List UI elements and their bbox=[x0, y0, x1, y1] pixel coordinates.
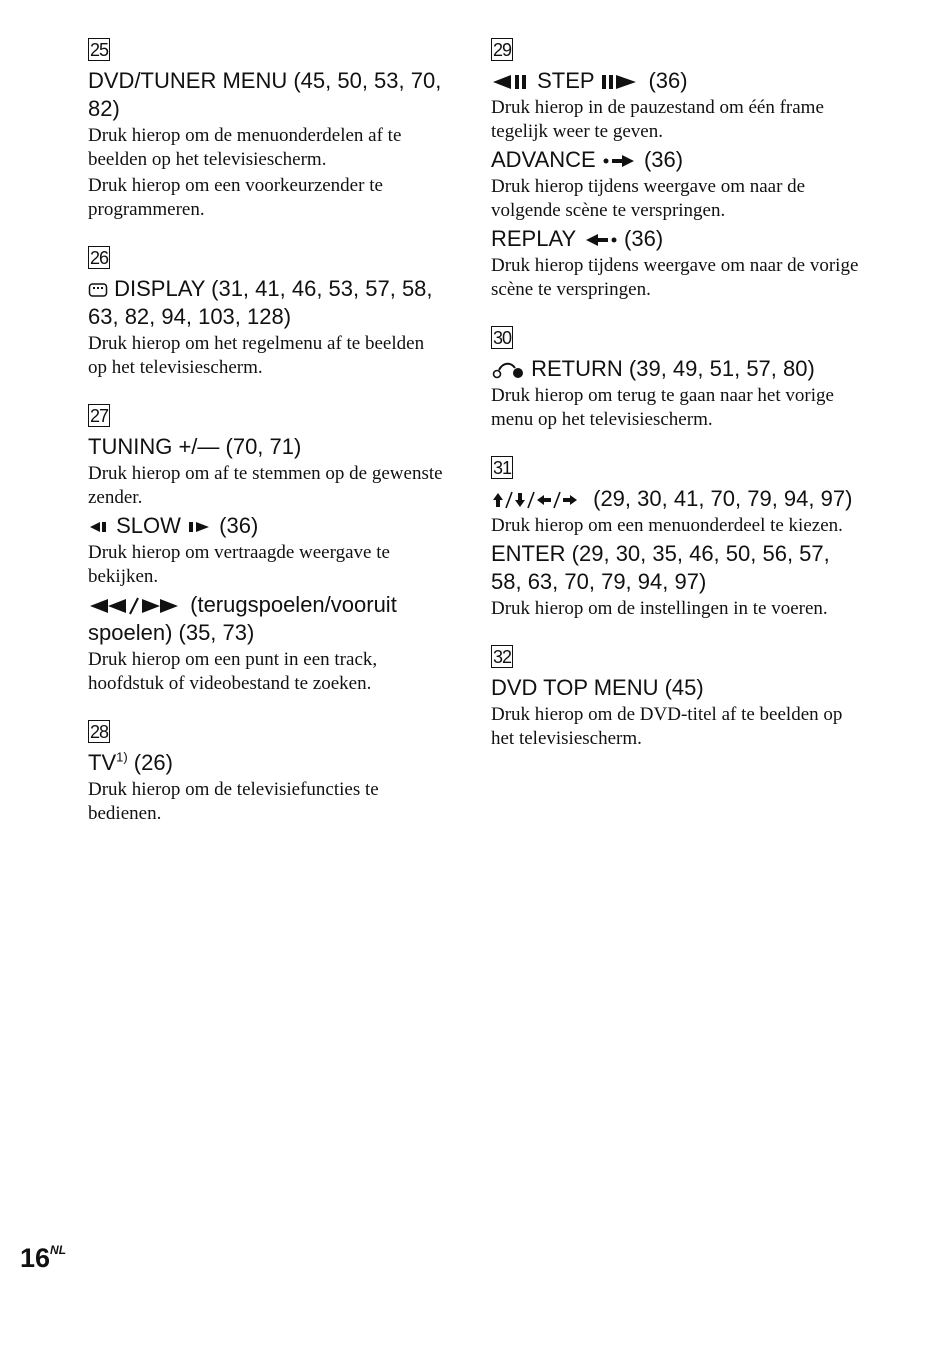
item-heading: ADVANCE bbox=[491, 147, 596, 172]
item-description: Druk hierop om de televisiefuncties te bedienen. bbox=[88, 779, 379, 824]
item-description: Druk hierop tijdens weergave om naar de vorige scène te verspringen. bbox=[491, 255, 859, 300]
item-number-badge: 26 bbox=[90, 248, 109, 268]
item-heading-row bbox=[88, 591, 443, 647]
item-heading: DISPLAY (31, 41, 46, 53, 57, 58, 63, 82, 94, 103, 128) bbox=[88, 276, 433, 329]
item-description: Druk hierop om een menuonderdeel te kiezen. bbox=[491, 515, 843, 536]
entry-29 bbox=[491, 38, 861, 302]
rewind-fast-forward-icon bbox=[88, 597, 184, 615]
step-forward-icon bbox=[600, 73, 642, 91]
advance-icon bbox=[602, 153, 638, 169]
item-heading-suffix: (36) bbox=[648, 68, 688, 93]
item-heading: ENTER (29, 30, 35, 46, 50, 56, 57, 58, 63, 70, 79, 94, 97) bbox=[491, 541, 830, 594]
item-heading-suffix: (36) bbox=[219, 513, 259, 538]
entry-31 bbox=[491, 456, 861, 621]
entry-25 bbox=[88, 38, 443, 222]
display-icon bbox=[88, 282, 108, 298]
item-description: Druk hierop om vertraagde weergave te bekijken. bbox=[88, 542, 390, 587]
replay-icon bbox=[582, 232, 618, 248]
slow-forward-icon bbox=[187, 520, 213, 534]
step-back-icon bbox=[491, 73, 531, 91]
item-heading-row bbox=[491, 225, 861, 253]
item-description: Druk hierop om de instellingen in te voeren. bbox=[491, 598, 828, 619]
item-heading-row bbox=[491, 485, 861, 513]
item-heading: STEP bbox=[537, 68, 595, 93]
item-heading-suffix: (26) bbox=[127, 750, 173, 775]
left-column bbox=[88, 38, 443, 850]
entry-27 bbox=[88, 404, 443, 696]
item-heading: DVD/TUNER MENU (45, 50, 53, 70, 82) bbox=[88, 68, 442, 121]
item-heading-suffix: (36) bbox=[624, 226, 664, 251]
item-heading-suffix: (36) bbox=[643, 147, 684, 172]
item-number-badge: 31 bbox=[493, 458, 512, 478]
page-language-suffix: NL bbox=[50, 1243, 67, 1257]
item-heading: SLOW bbox=[116, 513, 181, 538]
return-icon bbox=[491, 360, 525, 380]
item-heading-row bbox=[88, 275, 443, 331]
item-number-badge: 27 bbox=[90, 406, 109, 426]
item-number-badge: 25 bbox=[90, 40, 109, 60]
item-description: Druk hierop om af te stemmen op de gewenste zender. bbox=[88, 463, 443, 508]
arrow-keys-icon bbox=[491, 491, 587, 509]
item-description: Druk hierop om de menuonderdelen af te beelden op het televisiescherm. bbox=[88, 125, 402, 170]
entry-26 bbox=[88, 246, 443, 380]
item-heading-row bbox=[491, 67, 861, 95]
item-number-badge: 32 bbox=[493, 647, 512, 667]
footnote-marker: 1) bbox=[116, 749, 128, 765]
item-description: Druk hierop om een punt in een track, hoofdstuk of videobestand te zoeken. bbox=[88, 649, 378, 694]
page-number-value: 16 bbox=[20, 1243, 51, 1273]
item-heading-row bbox=[491, 355, 861, 383]
item-description: Druk hierop om de DVD-titel af te beelden op het televisiescherm. bbox=[491, 704, 843, 749]
entry-28 bbox=[88, 720, 443, 826]
item-heading-row bbox=[491, 146, 861, 174]
item-heading-row bbox=[88, 512, 443, 540]
entry-30 bbox=[491, 326, 861, 432]
right-column bbox=[491, 38, 861, 775]
item-description: Druk hierop om het regelmenu af te beelden op het televisiescherm. bbox=[88, 333, 425, 378]
page-number bbox=[20, 1243, 66, 1274]
entry-32 bbox=[491, 645, 861, 751]
item-number-badge: 30 bbox=[493, 328, 512, 348]
slow-reverse-icon bbox=[88, 520, 110, 534]
item-heading: REPLAY bbox=[491, 226, 576, 251]
item-heading: RETURN (39, 49, 51, 57, 80) bbox=[531, 356, 815, 381]
item-heading: DVD TOP MENU (45) bbox=[491, 675, 704, 700]
item-number-badge: 28 bbox=[90, 722, 109, 742]
item-heading: TUNING +/— (70, 71) bbox=[88, 434, 302, 459]
item-heading: TV bbox=[88, 750, 117, 775]
item-heading: (terugspoelen/vooruit spoelen) (35, 73) bbox=[88, 592, 397, 645]
item-description: Druk hierop tijdens weergave om naar de volgende scène te verspringen. bbox=[491, 176, 806, 221]
item-number-badge: 29 bbox=[493, 40, 512, 60]
item-description: Druk hierop in de pauzestand om één frame tegelijk weer te geven. bbox=[491, 97, 824, 142]
item-heading: (29, 30, 41, 70, 79, 94, 97) bbox=[593, 486, 853, 511]
item-description: Druk hierop om terug te gaan naar het vorige menu op het televisiescherm. bbox=[491, 385, 834, 430]
item-heading-row bbox=[88, 749, 443, 777]
item-description: Druk hierop om een voorkeurzender te programmeren. bbox=[88, 175, 383, 220]
